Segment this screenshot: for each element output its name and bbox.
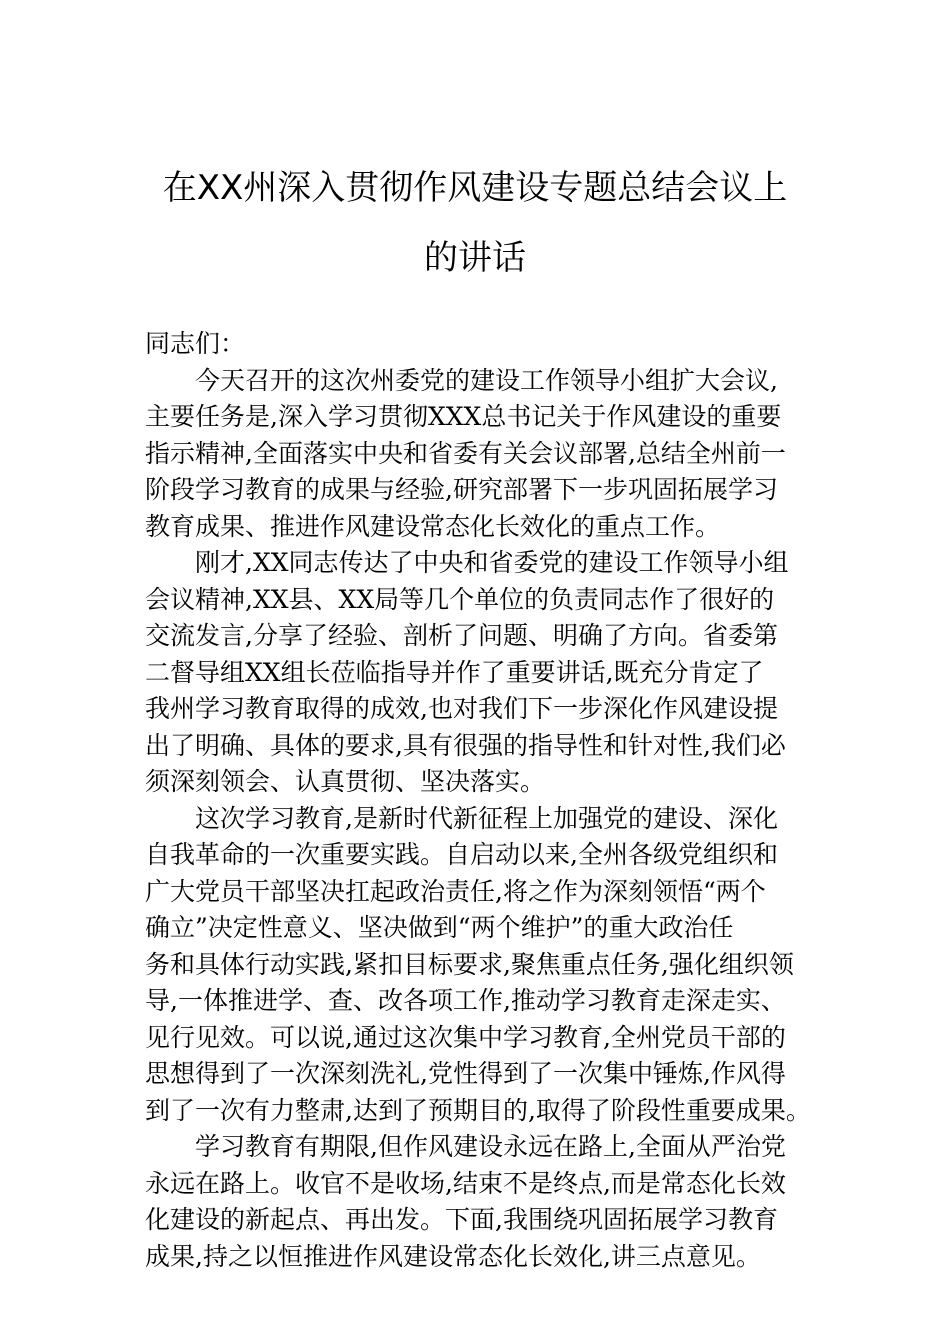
paragraph-3-line: 见行见效。可以说,通过这次集中学习教育,全州党员干部的	[145, 1022, 786, 1052]
paragraph-3-line: 这次学习教育,是新时代新征程上加强党的建设、深化	[195, 803, 778, 833]
paragraph-2-line: 刚才,XX同志传达了中央和省委党的建设工作领导小组	[195, 548, 789, 577]
paragraph-4-line: 化建设的新起点、再出发。下面,我围绕巩固拓展学习教育	[145, 1205, 778, 1234]
paragraph-2-line: 二督导组XX组长莅临指导并作了重要讲话,既充分肯定了	[145, 657, 764, 687]
paragraph-1-line: 今天召开的这次州委党的建设工作领导小组扩大会议,	[195, 365, 778, 395]
document-title-line-2: 的讲话	[424, 238, 526, 278]
paragraph-2-line: 交流发言,分享了经验、剖析了问题、明确了方向。省委第	[145, 621, 778, 650]
paragraph-3-line: 务和具体行动实践,紧扣目标要求,聚焦重点任务,强化组织领	[145, 949, 794, 979]
paragraph-4-line: 成果,持之以恒推进作风建设常态化长效化,讲三点意见。	[145, 1241, 761, 1271]
paragraph-2-line: 会议精神,XX县、XX局等几个单位的负责同志作了很好的	[145, 584, 775, 614]
paragraph-3-line: 思想得到了一次深刻洗礼,党性得到了一次集中锤炼,作风得	[145, 1059, 786, 1088]
salutation: 同志们：	[145, 329, 246, 358]
paragraph-1-line: 教育成果、推进作风建设常态化长效化的重点工作。	[145, 511, 721, 541]
paragraph-3-line: 自我革命的一次重要实践。自启动以来,全州各级党组织和	[145, 840, 778, 869]
document-body	[145, 326, 825, 1275]
paragraph-2-line: 出了明确、具体的要求,具有很强的指导性和针对性,我们必	[145, 730, 786, 760]
paragraph-2-line: 我州学习教育取得的成效,也对我们下一步深化作风建设提	[145, 694, 778, 723]
document-title-line-1: 在XX州深入贯彻作风建设专题总结会议上	[162, 168, 788, 208]
paragraph-1-line: 主要任务是,深入学习贯彻XXX总书记关于作风建设的重要	[145, 402, 782, 431]
paragraph-1-line: 阶段学习教育的成果与经验,研究部署下一步巩固拓展学习	[145, 475, 778, 504]
paragraph-3-line: 确立”决定性意义、坚决做到“两个维护”的重大政治任	[145, 913, 734, 942]
paragraph-3-line: 到了一次有力整肃,达到了预期目的,取得了阶段性重要成果。	[145, 1095, 811, 1125]
paragraph-2-line: 须深刻领会、认真贯彻、坚决落实。	[145, 767, 546, 796]
paragraph-4-line: 学习教育有期限,但作风建设永远在路上,全面从严治党	[195, 1132, 786, 1161]
paragraph-4-line: 永远在路上。收官不是收场,结束不是终点,而是常态化长效	[145, 1168, 786, 1198]
paragraph-1-line: 指示精神,全面落实中央和省委有关会议部署,总结全州前一	[145, 438, 786, 468]
paragraph-3-line: 广大党员干部坚决扛起政治责任,将之作为深刻领悟“两个	[145, 876, 766, 906]
paragraph-3-line: 导,一体推进学、查、改各项工作,推动学习教育走深走实、	[145, 986, 786, 1015]
